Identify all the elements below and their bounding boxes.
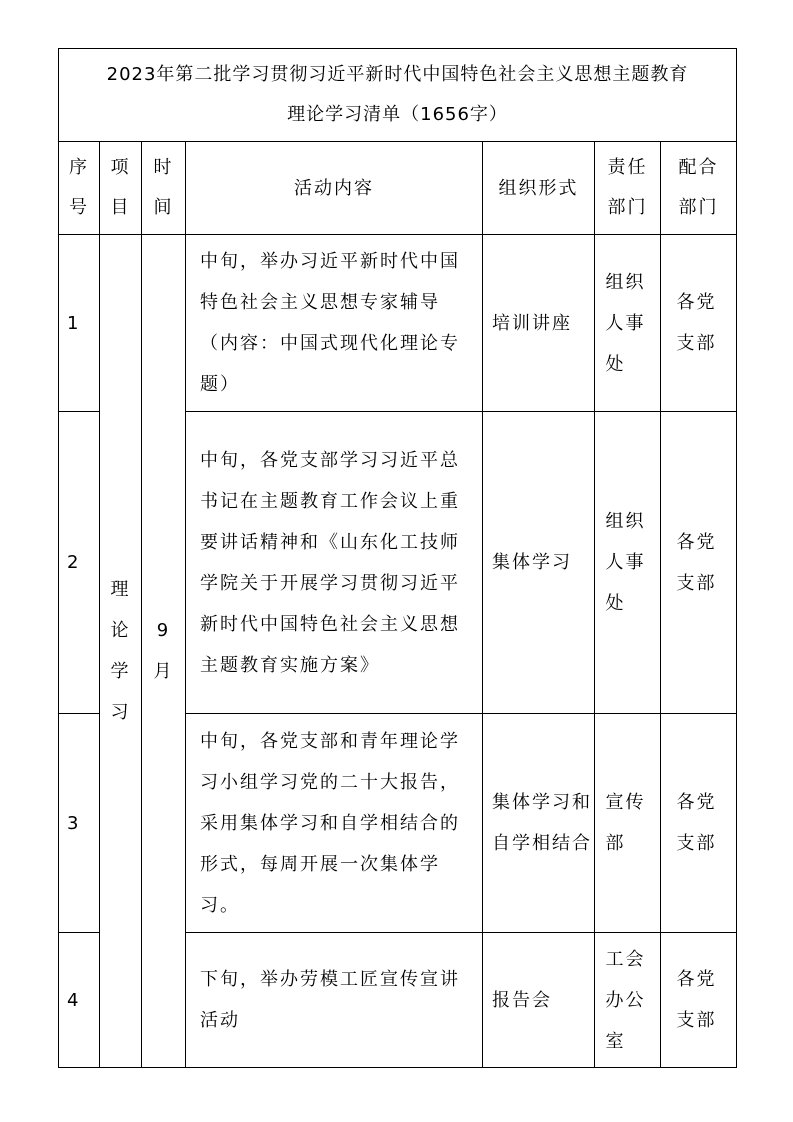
row-content: 中旬，各党支部学习习近平总书记在主题教育工作会议上重要讲话精神和《山东化工技师学院关于开展学习贯彻习近平新时代中国特色社会主义思想主题教育实施方案》 [186,412,483,714]
row-seq: 4 [59,933,100,1068]
header-content: 活动内容 [186,142,483,235]
row-seq: 2 [59,412,100,714]
table-row [59,235,737,412]
row-content: 下旬，举办劳模工匠宣传宣讲活动 [186,933,483,1068]
header-dept: 责任 部门 [595,142,661,235]
month-label: 9月 [153,620,174,682]
row-dept: 组织人事处 [595,235,661,412]
row-form: 培训讲座 [483,235,595,412]
header-time: 时 间 [142,142,186,235]
header-row [59,142,737,235]
row-coop: 各党支部 [661,412,737,714]
row-coop: 各党支部 [661,933,737,1068]
row-content: 中旬，举办习近平新时代中国特色社会主义思想专家辅导（内容：中国式现代化理论专题） [186,235,483,412]
row-content: 中旬，各党支部和青年理论学习小组学习党的二十大报告，采用集体学习和自学相结合的形式，每周开展一次集体学习。 [186,714,483,933]
row-seq: 3 [59,714,100,933]
row-coop: 各党支部 [661,714,737,933]
title-line-1: 2023年第二批学习贯彻习近平新时代中国特色社会主义思想主题教育 [106,64,689,85]
header-seq: 序 号 [59,142,100,235]
row-form: 集体学习和自学相结合 [483,714,595,933]
header-coop: 配合 部门 [661,142,737,235]
project-cell [100,235,142,1068]
page-title [59,49,737,142]
title-row [59,49,737,142]
row-coop: 各党支部 [661,235,737,412]
study-list-table [58,48,737,1068]
title-line-2: 理论学习清单（1656字） [287,104,508,125]
row-dept: 宣传部 [595,714,661,933]
row-form: 集体学习 [483,412,595,714]
row-form: 报告会 [483,933,595,1068]
month-cell [142,235,186,1068]
row-seq: 1 [59,235,100,412]
project-label: 理论学习 [110,579,131,723]
row-dept: 工会办公室 [595,933,661,1068]
header-form: 组织形式 [483,142,595,235]
header-item: 项 目 [100,142,142,235]
row-dept: 组织人事处 [595,412,661,714]
